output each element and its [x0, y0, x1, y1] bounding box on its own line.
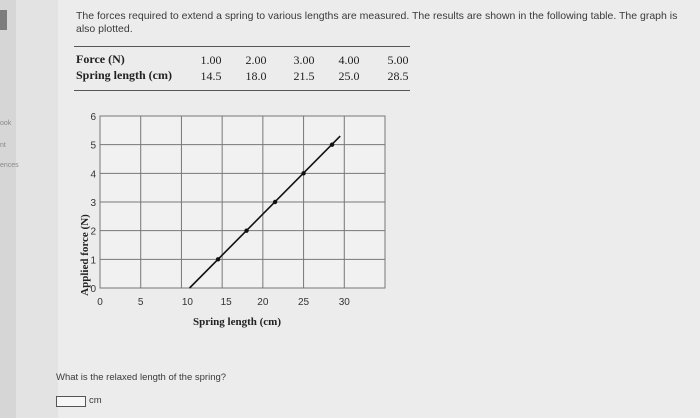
sidebar-link-references[interactable]: ences: [0, 162, 19, 169]
force-cell: 4.00: [338, 53, 360, 67]
x-tick-label: 30: [338, 297, 350, 308]
left-sidebar: [0, 0, 19, 418]
data-point: [273, 200, 277, 204]
data-point: [216, 257, 220, 261]
y-tick-label: 3: [90, 198, 96, 209]
y-tick-label: 1: [90, 255, 96, 267]
length-cell: 25.0: [338, 69, 360, 83]
collapse-tab[interactable]: [0, 10, 7, 30]
question-intro: The forces required to extend a spring to various lengths are measured. The results are shown in the following table. The graph is also plotted.: [76, 10, 678, 35]
force-cell: 3.00: [293, 53, 315, 67]
length-cell: 21.5: [293, 69, 315, 83]
x-tick-label: 10: [181, 297, 193, 308]
sidebar-link-print[interactable]: nt: [0, 142, 6, 149]
y-tick-label: 6: [90, 112, 96, 123]
y-tick-label: 2: [90, 226, 96, 238]
length-cell: 14.5: [200, 69, 222, 83]
table-bottom-rule: [74, 90, 410, 91]
x-tick-label: 0: [97, 297, 103, 308]
question-prompt: What is the relaxed length of the spring?: [56, 372, 227, 383]
y-tick-label: 4: [90, 169, 96, 181]
x-tick-label: 15: [220, 297, 232, 308]
row-label-force: Force (N): [76, 52, 125, 66]
length-cell: 28.5: [387, 69, 409, 83]
data-point: [244, 228, 248, 232]
answer-input[interactable]: [56, 396, 86, 407]
x-axis-label: Spring length (cm): [193, 316, 281, 328]
answer-unit: cm: [89, 395, 102, 406]
x-tick-label: 25: [298, 297, 310, 308]
length-cell: 18.0: [245, 69, 267, 83]
sidebar-link-book[interactable]: ook: [0, 120, 12, 127]
force-cell: 2.00: [245, 53, 267, 67]
force-length-graph: [60, 100, 400, 340]
row-label-length: Spring length (cm): [76, 68, 172, 82]
table-top-rule: [74, 46, 410, 47]
x-tick-label: 5: [137, 297, 144, 308]
y-axis-label: Applied force (N): [79, 214, 91, 296]
x-tick-label: 20: [257, 297, 269, 308]
y-tick-label: 0: [90, 284, 96, 295]
force-cell: 1.00: [200, 53, 222, 67]
data-point: [330, 142, 334, 146]
y-tick-label: 5: [90, 140, 96, 152]
data-point: [301, 171, 305, 175]
force-cell: 5.00: [387, 53, 409, 67]
